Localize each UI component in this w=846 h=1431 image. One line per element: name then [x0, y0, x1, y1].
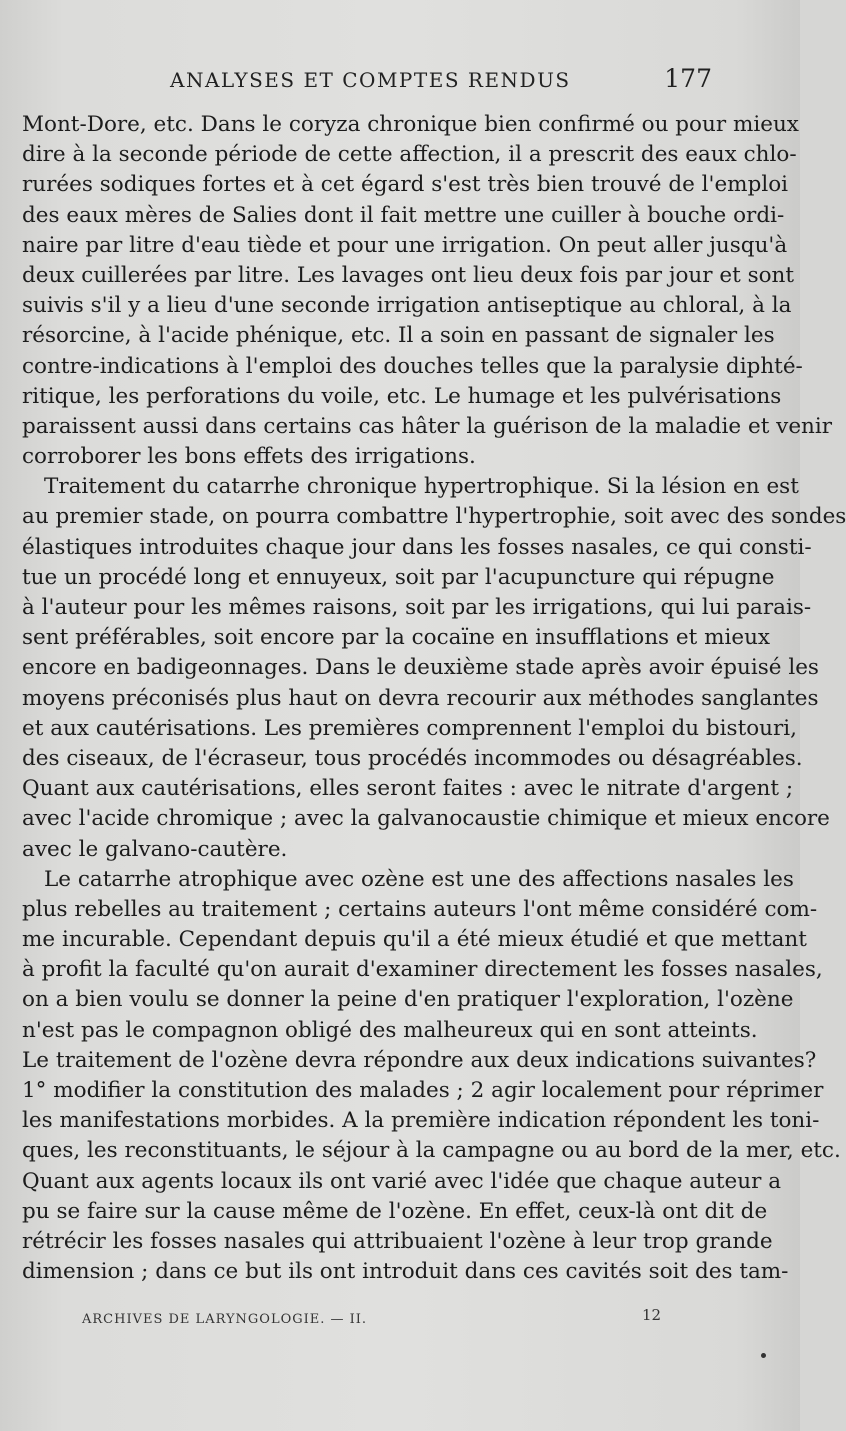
text-line: Quant aux cautérisations, elles seront faites : avec le nitrate d'argent ; [22, 776, 794, 802]
paragraph-atrophic-catarrh [22, 865, 841, 1288]
text-line: résorcine, à l'acide phénique, etc. Il a soin en passant de signaler les [22, 323, 775, 349]
text-line: encore en badigeonnages. Dans le deuxième stade après avoir épuisé les [22, 655, 819, 681]
text-line: suivis s'il y a lieu d'une seconde irrigation antiseptique au chloral, à la [22, 293, 792, 319]
text-line: dimension ; dans ce but ils ont introduit dans ces cavités soit des tam- [22, 1259, 789, 1285]
text-line: rétrécir les fosses nasales qui attribuaient l'ozène à leur trop grande [22, 1228, 773, 1254]
text-line: Traitement du catarrhe chronique hypertrophique. Si la lésion en est [44, 474, 799, 500]
text-line: 1° modifier la constitution des malades ; 2 agir localement pour réprimer [22, 1078, 824, 1103]
text-line: paraissent aussi dans certains cas hâter la guérison de la maladie et venir [22, 413, 833, 439]
text-line: les manifestations morbides. A la première indication répondent les toni- [22, 1108, 820, 1134]
text-line: des eaux mères de Salies dont il fait mettre une cuiller à bouche ordi- [22, 202, 785, 228]
text-line: à l'auteur pour les mêmes raisons, soit par les irrigations, qui lui parais- [22, 595, 812, 620]
page-number: 177 [664, 64, 712, 93]
text-line: des ciseaux, de l'écraseur, tous procédés incommodes ou désagréables. [22, 745, 803, 771]
body-text [22, 110, 846, 1287]
text-line: avec l'acide chromique ; avec la galvanocaustie chimique et mieux encore [22, 806, 830, 832]
paragraph-coryza-treatment [22, 110, 833, 472]
text-line: élastiques introduites chaque jour dans les fosses nasales, ce qui consti- [22, 534, 812, 560]
text-line: ques, les reconstituants, le séjour à la campagne ou au bord de la mer, etc. [22, 1138, 841, 1164]
text-line: Le traitement de l'ozène devra répondre aux deux indications suivantes? [22, 1047, 817, 1073]
text-line: à profit la faculté qu'on aurait d'examiner directement les fosses nasales, [22, 957, 823, 983]
text-line: rurées sodiques fortes et à cet égard s'est très bien trouvé de l'emploi [22, 172, 789, 198]
text-line: et aux cautérisations. Les premières comprennent l'emploi du bistouri, [22, 715, 797, 741]
text-line: ritique, les perforations du voile, etc. Le humage et les pulvérisations [22, 383, 782, 409]
text-line: Mont-Dore, etc. Dans le coryza chronique bien confirmé ou pour mieux [22, 112, 799, 137]
text-line: on a bien voulu se donner la peine d'en pratiquer l'exploration, l'ozène [22, 987, 794, 1013]
signature-mark: 12 [642, 1306, 662, 1324]
text-line: Quant aux agents locaux ils ont varié avec l'idée que chaque auteur a [22, 1168, 782, 1194]
text-line: deux cuillerées par litre. Les lavages ont lieu deux fois par jour et sont [22, 262, 795, 288]
running-head [22, 62, 712, 102]
text-line: pu se faire sur la cause même de l'ozène. En effet, ceux-là ont dit de [22, 1198, 768, 1224]
print-speck [761, 1353, 766, 1358]
journal-footer: ARCHIVES DE LARYNGOLOGIE. — II. [82, 1312, 368, 1327]
text-line: me incurable. Cependant depuis qu'il a été mieux étudié et que mettant [22, 927, 807, 953]
text-line: dire à la seconde période de cette affection, il a prescrit des eaux chlo- [22, 142, 797, 168]
text-line: plus rebelles au traitement ; certains auteurs l'ont même considéré com- [22, 896, 818, 922]
text-line: avec le galvano-cautère. [22, 836, 288, 862]
running-title: ANALYSES ET COMPTES RENDUS [170, 68, 571, 92]
text-line: sent préférables, soit encore par la cocaïne en insufflations et mieux [22, 625, 771, 651]
text-line: n'est pas le compagnon obligé des malheureux qui en sont atteints. [22, 1017, 758, 1043]
paragraph-hypertrophic-catarrh [22, 472, 846, 864]
text-line: moyens préconisés plus haut on devra recourir aux méthodes sanglantes [22, 685, 819, 711]
text-line: corroborer les bons effets des irrigations. [22, 444, 476, 470]
text-line: contre-indications à l'emploi des douches telles que la paralysie diphté- [22, 353, 803, 379]
text-line: tue un procédé long et ennuyeux, soit par l'acupuncture qui répugne [22, 564, 775, 590]
text-line: au premier stade, on pourra combattre l'hypertrophie, soit avec des sondes [22, 504, 846, 530]
text-line: Le catarrhe atrophique avec ozène est une des affections nasales les [44, 866, 794, 892]
text-line: naire par litre d'eau tiède et pour une irrigation. On peut aller jusqu'à [22, 232, 788, 258]
page-footer [82, 1306, 682, 1342]
